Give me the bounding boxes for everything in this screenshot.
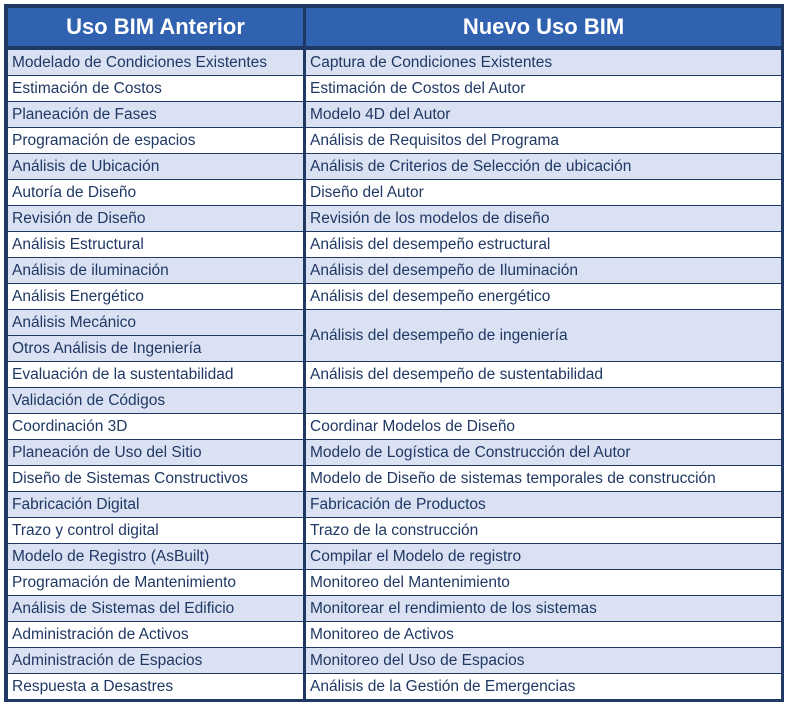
old-use-cell: Programación de Mantenimiento [8,570,305,596]
new-use-cell: Revisión de los modelos de diseño [305,206,782,232]
table-row [8,50,782,76]
old-use-cell: Análisis de iluminación [8,258,305,284]
new-use-cell: Análisis de Requisitos del Programa [305,128,782,154]
new-use-cell-merged: Análisis del desempeño de ingeniería [305,310,782,362]
old-use-cell: Otros Análisis de Ingeniería [8,336,305,362]
new-use-cell: Monitoreo de Activos [305,622,782,648]
old-use-cell: Revisión de Diseño [8,206,305,232]
table-row [8,310,782,336]
table-row [8,596,782,622]
table-row [8,232,782,258]
table-row [8,492,782,518]
old-use-cell: Análisis Mecánico [8,310,305,336]
new-use-cell-empty [305,388,782,414]
new-use-cell: Diseño del Autor [305,180,782,206]
table-row [8,570,782,596]
new-use-cell: Modelo 4D del Autor [305,102,782,128]
old-use-cell: Análisis Energético [8,284,305,310]
new-use-cell: Monitoreo del Uso de Espacios [305,648,782,674]
table-row [8,128,782,154]
table-row [8,284,782,310]
new-use-cell: Análisis del desempeño estructural [305,232,782,258]
table-row [8,414,782,440]
header-old-use: Uso BIM Anterior [8,8,305,47]
old-use-cell: Análisis de Ubicación [8,154,305,180]
new-use-cell: Análisis de la Gestión de Emergencias [305,674,782,700]
old-use-cell: Diseño de Sistemas Constructivos [8,466,305,492]
new-use-cell: Captura de Condiciones Existentes [305,50,782,76]
table-row [8,102,782,128]
table-row [8,362,782,388]
table-row [8,622,782,648]
old-use-cell: Evaluación de la sustentabilidad [8,362,305,388]
old-use-cell: Estimación de Costos [8,76,305,102]
table-row [8,674,782,700]
table-row [8,180,782,206]
table-row [8,388,782,414]
new-use-cell: Modelo de Diseño de sistemas temporales de construcción [305,466,782,492]
table-row [8,154,782,180]
new-use-cell: Compilar el Modelo de registro [305,544,782,570]
new-use-cell: Fabricación de Productos [305,492,782,518]
new-use-cell: Análisis de Criterios de Selección de ubicación [305,154,782,180]
new-use-cell: Modelo de Logística de Construcción del Autor [305,440,782,466]
bim-uses-table [7,7,782,700]
old-use-cell: Trazo y control digital [8,518,305,544]
table-row [8,466,782,492]
old-use-cell: Fabricación Digital [8,492,305,518]
table-row [8,258,782,284]
table-row [8,648,782,674]
old-use-cell: Programación de espacios [8,128,305,154]
old-use-cell: Coordinación 3D [8,414,305,440]
header-new-use: Nuevo Uso BIM [305,8,782,47]
table-frame [4,4,784,702]
old-use-cell: Administración de Activos [8,622,305,648]
old-use-cell: Administración de Espacios [8,648,305,674]
old-use-cell: Respuesta a Desastres [8,674,305,700]
new-use-cell: Monitoreo del Mantenimiento [305,570,782,596]
table-row [8,206,782,232]
new-use-cell: Monitorear el rendimiento de los sistemas [305,596,782,622]
old-use-cell: Validación de Códigos [8,388,305,414]
old-use-cell: Planeación de Uso del Sitio [8,440,305,466]
new-use-cell: Estimación de Costos del Autor [305,76,782,102]
old-use-cell: Análisis de Sistemas del Edificio [8,596,305,622]
table-row [8,440,782,466]
new-use-cell: Análisis del desempeño de Iluminación [305,258,782,284]
table-row [8,518,782,544]
old-use-cell: Modelo de Registro (AsBuilt) [8,544,305,570]
new-use-cell: Análisis del desempeño energético [305,284,782,310]
old-use-cell: Modelado de Condiciones Existentes [8,50,305,76]
new-use-cell: Trazo de la construcción [305,518,782,544]
old-use-cell: Autoría de Diseño [8,180,305,206]
header-row [8,8,782,47]
old-use-cell: Planeación de Fases [8,102,305,128]
new-use-cell: Análisis del desempeño de sustentabilidad [305,362,782,388]
table-row [8,544,782,570]
old-use-cell: Análisis Estructural [8,232,305,258]
table-row [8,76,782,102]
new-use-cell: Coordinar Modelos de Diseño [305,414,782,440]
